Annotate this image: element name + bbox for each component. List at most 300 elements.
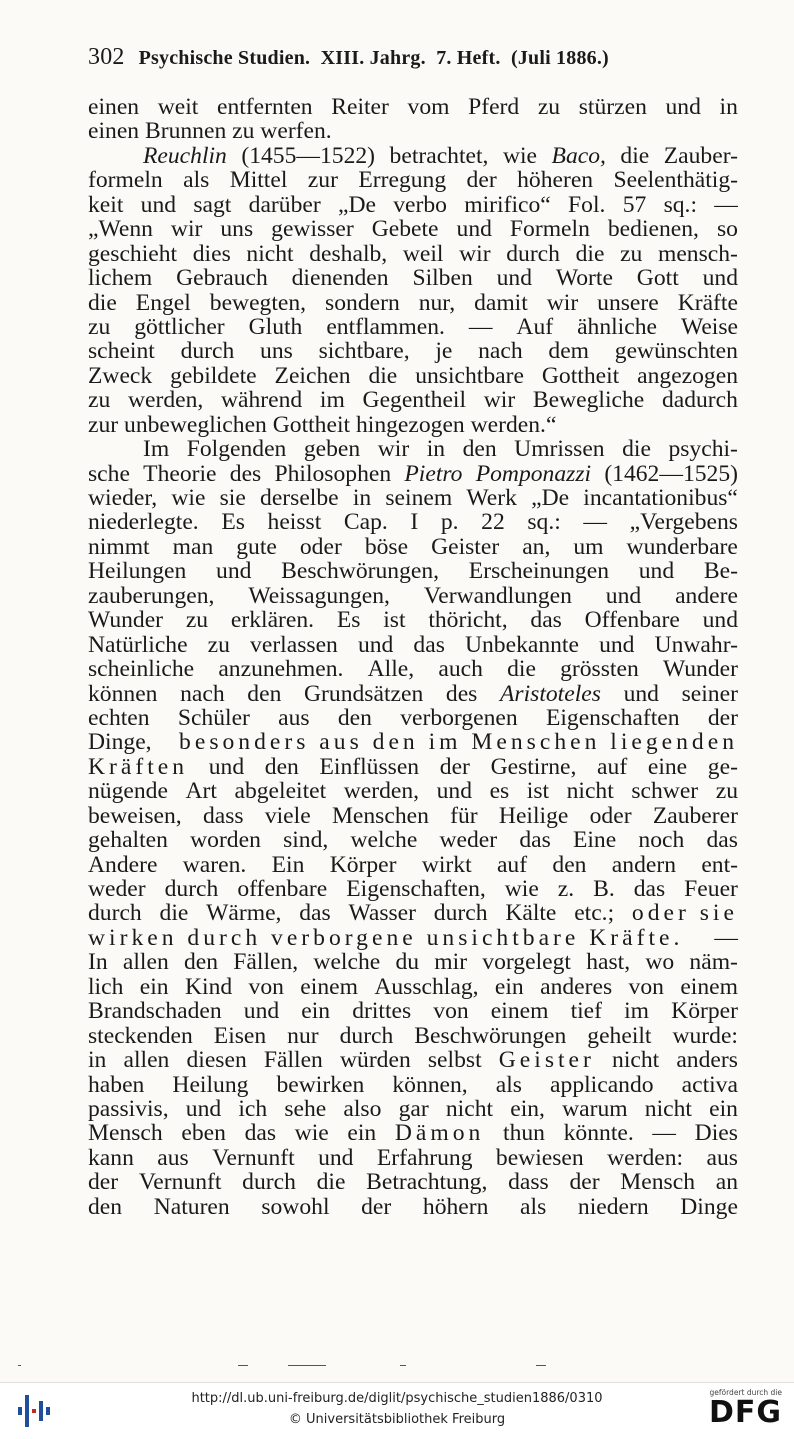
word: Gluth xyxy=(248,313,303,340)
word: allen xyxy=(123,1047,170,1074)
word: Feuer xyxy=(684,876,738,902)
word: Gebete xyxy=(371,216,439,243)
word: durch xyxy=(242,1169,296,1196)
word: gar xyxy=(398,1095,429,1122)
word: nicht xyxy=(445,1095,494,1122)
word: Brandschaden xyxy=(88,998,222,1025)
word: oder xyxy=(299,533,342,560)
text-line xyxy=(88,950,738,974)
word: kann xyxy=(88,1144,134,1171)
word: wunderbare xyxy=(626,533,738,560)
dfg-logo-icon[interactable] xyxy=(698,1388,782,1429)
word: Wunder xyxy=(662,656,738,683)
word: uns xyxy=(220,216,254,243)
word: Gebrauch xyxy=(176,265,268,292)
word: steckenden xyxy=(88,1022,193,1049)
word: Mensch xyxy=(88,1120,163,1147)
word: bewegten, xyxy=(209,289,307,316)
word: haben xyxy=(88,1071,145,1098)
word: es xyxy=(489,778,510,805)
word: deshalb, xyxy=(309,240,388,267)
word: „De xyxy=(337,191,376,218)
word: wir xyxy=(377,436,410,463)
word: geheilt xyxy=(587,1022,652,1049)
text-line xyxy=(88,1146,738,1170)
word: worden xyxy=(190,827,261,854)
word: Natürliche xyxy=(88,631,188,658)
word: Pferd xyxy=(468,94,520,120)
word: Kräfte xyxy=(677,289,738,316)
word: Mensch xyxy=(620,1169,695,1196)
text-line xyxy=(88,144,738,168)
word: sagt xyxy=(193,191,232,218)
text-line xyxy=(88,217,738,241)
italic-text: Reuchlin xyxy=(143,142,227,169)
word: ent- xyxy=(701,851,738,878)
word: I xyxy=(410,509,419,536)
word: sie xyxy=(219,485,246,511)
word: das xyxy=(530,607,562,634)
text-line xyxy=(88,1097,738,1121)
word: dass xyxy=(508,1169,549,1196)
word: Wärme, xyxy=(206,900,282,927)
text-line xyxy=(88,828,738,852)
word: gebildete xyxy=(170,362,257,389)
word: könnte. xyxy=(563,1120,634,1147)
word: Kälte xyxy=(505,900,557,927)
word: Fällen xyxy=(263,1047,323,1074)
word: p. xyxy=(440,509,459,536)
word: von xyxy=(248,973,284,1000)
word: und xyxy=(599,631,635,658)
word: ähnliche xyxy=(577,313,657,340)
word: ge- xyxy=(707,753,738,780)
word: anderes xyxy=(540,973,613,1000)
word: stürzen xyxy=(578,94,647,120)
word: die xyxy=(88,289,117,316)
word: Offenbare xyxy=(584,607,680,634)
word: durch xyxy=(180,338,235,365)
spaced-text: wirken durch verborgene unsichtbare Kräfte. xyxy=(88,924,684,951)
word: Gestirne, xyxy=(490,753,577,780)
word: entfernten xyxy=(216,94,313,120)
word: andere xyxy=(675,582,738,609)
word: Heilungen xyxy=(88,558,187,585)
word: Eine xyxy=(572,827,617,854)
word: des xyxy=(445,680,478,707)
word: eben xyxy=(181,1120,226,1147)
word: wie xyxy=(504,876,539,902)
word: höhern xyxy=(422,1193,489,1220)
word: heisst xyxy=(267,509,322,536)
text-line xyxy=(88,119,738,143)
word: der xyxy=(569,1169,600,1196)
word: Erregung xyxy=(358,167,447,194)
word: wie xyxy=(171,485,206,511)
word: incantationibus“ xyxy=(583,485,738,511)
word: von xyxy=(628,973,664,1000)
word: lichem xyxy=(88,265,153,292)
word: Seelenthätig- xyxy=(613,167,738,194)
word: die xyxy=(620,142,650,169)
text-line xyxy=(88,462,738,486)
word: Theorie xyxy=(143,460,217,487)
text-line xyxy=(88,1121,738,1145)
text-line xyxy=(88,853,738,877)
spaced-text: besonders aus den im Menschen liegenden xyxy=(179,729,738,756)
running-title: Psychische Studien. XIII. Jahrg. 7. Heft. (Juli 1886.) xyxy=(138,47,609,69)
word: wir xyxy=(170,216,203,243)
word: einen xyxy=(88,94,140,120)
word: waren. xyxy=(182,851,247,878)
word: wie xyxy=(502,142,538,169)
word: Umrissen xyxy=(514,436,605,463)
word: in xyxy=(719,94,738,120)
word: den xyxy=(337,704,372,731)
word: Naturen xyxy=(153,1193,230,1220)
word: also xyxy=(343,1095,382,1122)
italic-text: Aristoteles xyxy=(500,680,601,707)
word: Werk xyxy=(466,485,517,511)
word: die xyxy=(507,656,536,683)
word: und xyxy=(216,558,252,585)
word: keit xyxy=(88,191,124,218)
word: — xyxy=(583,509,608,536)
word: Andere xyxy=(88,851,158,878)
funding-label: gefördert durch die xyxy=(709,1388,782,1397)
word: nur, xyxy=(418,289,456,316)
word: Silben xyxy=(412,265,473,292)
word: den xyxy=(264,753,299,780)
text-line xyxy=(88,633,738,657)
word: und xyxy=(638,558,675,585)
text-line xyxy=(88,1195,738,1219)
word: niedern xyxy=(577,1193,649,1220)
source-url-link[interactable]: http://dl.ub.uni-freiburg.de/diglit/psychische_studien1886/0310 xyxy=(191,1391,603,1406)
word: lich xyxy=(88,973,124,1000)
word: Fol. xyxy=(568,191,606,218)
word: wir xyxy=(546,289,579,316)
word: Grundsätzen xyxy=(304,680,424,707)
word: Ein xyxy=(271,851,305,878)
text-line xyxy=(88,999,738,1023)
word: Unbekannte xyxy=(464,631,579,658)
word: Pietro xyxy=(404,460,463,487)
word: entflammen. xyxy=(326,313,445,340)
word: zu xyxy=(88,313,111,340)
word: die xyxy=(159,900,189,927)
text-line xyxy=(88,877,738,901)
word: und xyxy=(357,631,394,658)
word: Vernunft xyxy=(212,1144,295,1171)
text-line xyxy=(88,755,738,779)
spaced-text: oder sie xyxy=(631,900,738,927)
text-line xyxy=(88,682,738,706)
word: zu xyxy=(88,387,111,414)
word: — xyxy=(714,924,738,951)
word: Beschwörungen, xyxy=(281,558,440,585)
word: ist xyxy=(526,778,550,805)
word: gute xyxy=(236,533,277,560)
word: und xyxy=(185,1095,222,1122)
word: so xyxy=(716,216,738,243)
word: nur xyxy=(287,1022,319,1049)
text-line xyxy=(88,364,738,388)
word: wurde: xyxy=(672,1022,738,1049)
word: und xyxy=(702,265,738,292)
word: zu xyxy=(715,778,738,805)
text-line xyxy=(88,901,738,925)
word: dies xyxy=(192,240,231,267)
word: ein xyxy=(301,998,331,1025)
word: verlassen xyxy=(250,631,338,658)
word: wir xyxy=(459,240,491,267)
word: Weise xyxy=(680,313,738,340)
text-line xyxy=(88,510,738,534)
word: Pomponazzi xyxy=(475,460,592,487)
word: 22 xyxy=(481,509,505,536)
spaced-text: Kräften xyxy=(88,753,189,780)
word: (1455—1522) xyxy=(241,142,376,169)
text-run: einen Brunnen zu werfen. xyxy=(88,118,332,145)
word: in xyxy=(352,485,372,511)
word: der xyxy=(361,1193,392,1220)
word: B. xyxy=(593,876,615,902)
word: wirkt xyxy=(421,851,472,878)
word: Eigenschaften, xyxy=(346,876,486,902)
word: wo xyxy=(645,949,675,976)
word: welche xyxy=(350,827,418,854)
word: als xyxy=(495,1071,522,1098)
word: einem xyxy=(300,973,358,1000)
word: näm- xyxy=(689,949,738,976)
word: und xyxy=(456,216,492,243)
word: nicht xyxy=(612,1047,660,1074)
spaced-text: Dämon xyxy=(394,1120,485,1147)
word: Erscheinungen xyxy=(468,558,609,585)
word: wie xyxy=(294,1120,329,1147)
word: zauberungen, xyxy=(88,582,215,609)
word: ein xyxy=(709,1095,738,1122)
word: weder xyxy=(439,827,498,854)
text-line xyxy=(88,975,738,999)
word: grössten xyxy=(560,656,639,683)
word: thun xyxy=(503,1120,545,1147)
word: ein xyxy=(347,1120,377,1147)
word: sche xyxy=(88,460,130,487)
word: Dies xyxy=(694,1120,738,1147)
page-number: 302 xyxy=(88,44,125,70)
word: einem xyxy=(680,973,738,1000)
word: Heilige xyxy=(498,802,569,829)
text-line xyxy=(88,168,738,192)
word: Eisen xyxy=(213,1022,267,1049)
word: Ausschlag, xyxy=(374,973,479,1000)
word: werden, xyxy=(343,778,420,805)
word: auf xyxy=(597,753,628,780)
text-line xyxy=(88,706,738,730)
word: der xyxy=(439,753,470,780)
word: Eigenschaften xyxy=(545,704,680,731)
word: Cap. xyxy=(343,509,388,536)
word: der xyxy=(466,167,497,194)
word: passivis, xyxy=(88,1095,169,1122)
word: psychi- xyxy=(668,436,738,463)
word: viele xyxy=(264,802,311,829)
word: mensch- xyxy=(657,240,738,267)
word: als xyxy=(183,167,210,194)
word: weil xyxy=(402,240,444,267)
word: vorgelegt xyxy=(482,949,571,976)
word: Kind xyxy=(184,973,233,1000)
text-line xyxy=(88,779,738,803)
text-line xyxy=(88,388,738,412)
word: z. xyxy=(557,876,575,902)
word: Dinge, xyxy=(88,729,152,756)
bottom-marks xyxy=(0,1360,794,1372)
word: vom xyxy=(407,94,450,120)
word: noch xyxy=(638,827,685,854)
dfg-wordmark: DFG xyxy=(708,1395,782,1430)
word: uns xyxy=(260,338,293,365)
word: man xyxy=(172,533,214,560)
word: thöricht, xyxy=(428,607,508,634)
word: und xyxy=(436,778,473,805)
word: Im xyxy=(143,436,170,463)
word: (1462—1525) xyxy=(604,460,738,487)
word: seinem xyxy=(385,485,453,511)
word: den xyxy=(462,436,497,463)
word: zu xyxy=(185,607,209,634)
text-line xyxy=(88,804,738,828)
word: Vernunft xyxy=(138,1169,222,1196)
word: unsichtbare xyxy=(415,362,524,389)
word: — xyxy=(468,313,493,340)
word: und xyxy=(243,998,280,1025)
footer-bar xyxy=(0,1382,794,1439)
text-run: zur unbeweglichen Gottheit hingezogen werden.“ xyxy=(88,411,557,438)
word: warum xyxy=(562,1095,628,1122)
word: das xyxy=(633,876,666,902)
word: ist xyxy=(383,607,406,634)
word: als xyxy=(520,1193,547,1220)
text-line xyxy=(88,608,738,632)
text-line xyxy=(88,193,738,217)
word: Engel xyxy=(135,289,191,316)
word: Gottheit xyxy=(541,362,620,389)
word: ein, xyxy=(510,1095,545,1122)
word: zu xyxy=(207,631,230,658)
word: Fällen, xyxy=(233,949,299,976)
word: Reiter xyxy=(331,94,389,120)
word: aus xyxy=(157,1144,189,1171)
word: während xyxy=(221,387,303,414)
word: andern xyxy=(611,851,676,878)
word: höheren xyxy=(517,167,594,194)
text-line xyxy=(88,315,738,339)
word: sind, xyxy=(283,827,329,854)
text-line xyxy=(88,926,738,950)
word: schwer xyxy=(631,778,699,805)
word: drittes xyxy=(352,998,412,1025)
word: Art xyxy=(185,778,217,805)
word: in xyxy=(88,1047,107,1074)
word: weit xyxy=(157,94,199,120)
word: die xyxy=(575,240,605,267)
word: des xyxy=(229,460,262,487)
word: Geister xyxy=(431,533,500,560)
word: je xyxy=(435,338,453,365)
word: geben xyxy=(303,436,361,463)
word: sondern xyxy=(325,289,400,316)
word: angezogen xyxy=(637,362,738,389)
word: können, xyxy=(392,1071,468,1098)
text-line xyxy=(88,657,738,681)
italic-text: Baco, xyxy=(551,142,606,169)
word: mirifico“ xyxy=(464,191,551,218)
word: das xyxy=(706,827,738,854)
word: Gegentheil xyxy=(362,387,467,414)
word: für xyxy=(450,802,478,829)
word: dem xyxy=(548,338,590,365)
word: gehalten xyxy=(88,827,168,854)
word: sichtbare, xyxy=(318,338,410,365)
word: etc.; xyxy=(574,900,615,927)
word: Philosophen xyxy=(274,460,392,487)
word: Formeln xyxy=(509,216,590,243)
word: Körper xyxy=(671,998,738,1025)
word: durch xyxy=(433,900,488,927)
word: Körper xyxy=(329,851,397,878)
word: Wasser xyxy=(348,900,417,927)
word: mir xyxy=(434,949,468,976)
word: unsere xyxy=(597,289,659,316)
word: im xyxy=(624,998,650,1025)
word: das xyxy=(413,631,445,658)
word: der xyxy=(707,704,738,731)
word: ein xyxy=(139,973,169,1000)
word: an, xyxy=(522,533,551,560)
word: das xyxy=(519,827,551,854)
word: Unwahr- xyxy=(654,631,738,658)
text-line xyxy=(88,559,738,583)
word: und xyxy=(318,1144,354,1171)
word: Weissagungen, xyxy=(248,582,390,609)
word: nügende xyxy=(88,778,168,805)
word: nach xyxy=(478,338,523,365)
word: sq.: xyxy=(527,509,561,536)
word: an xyxy=(715,1169,738,1196)
word: böse xyxy=(364,533,409,560)
word: zur xyxy=(307,167,338,194)
word: betrachtet, xyxy=(389,142,489,169)
word: Gott xyxy=(636,265,679,292)
word: durch xyxy=(339,1022,394,1049)
word: erklären. xyxy=(230,607,315,634)
word: formeln xyxy=(88,167,163,194)
word: durch xyxy=(164,876,219,902)
word: nicht xyxy=(566,778,614,805)
word: in xyxy=(426,436,446,463)
word: damit xyxy=(474,289,528,316)
word: und xyxy=(208,753,245,780)
word: ein xyxy=(494,973,524,1000)
text-line xyxy=(88,584,738,608)
word: Zauber- xyxy=(663,142,738,169)
word: du xyxy=(395,949,420,976)
word: „Vergebens xyxy=(629,509,738,536)
word: abgeleitet xyxy=(234,778,327,805)
